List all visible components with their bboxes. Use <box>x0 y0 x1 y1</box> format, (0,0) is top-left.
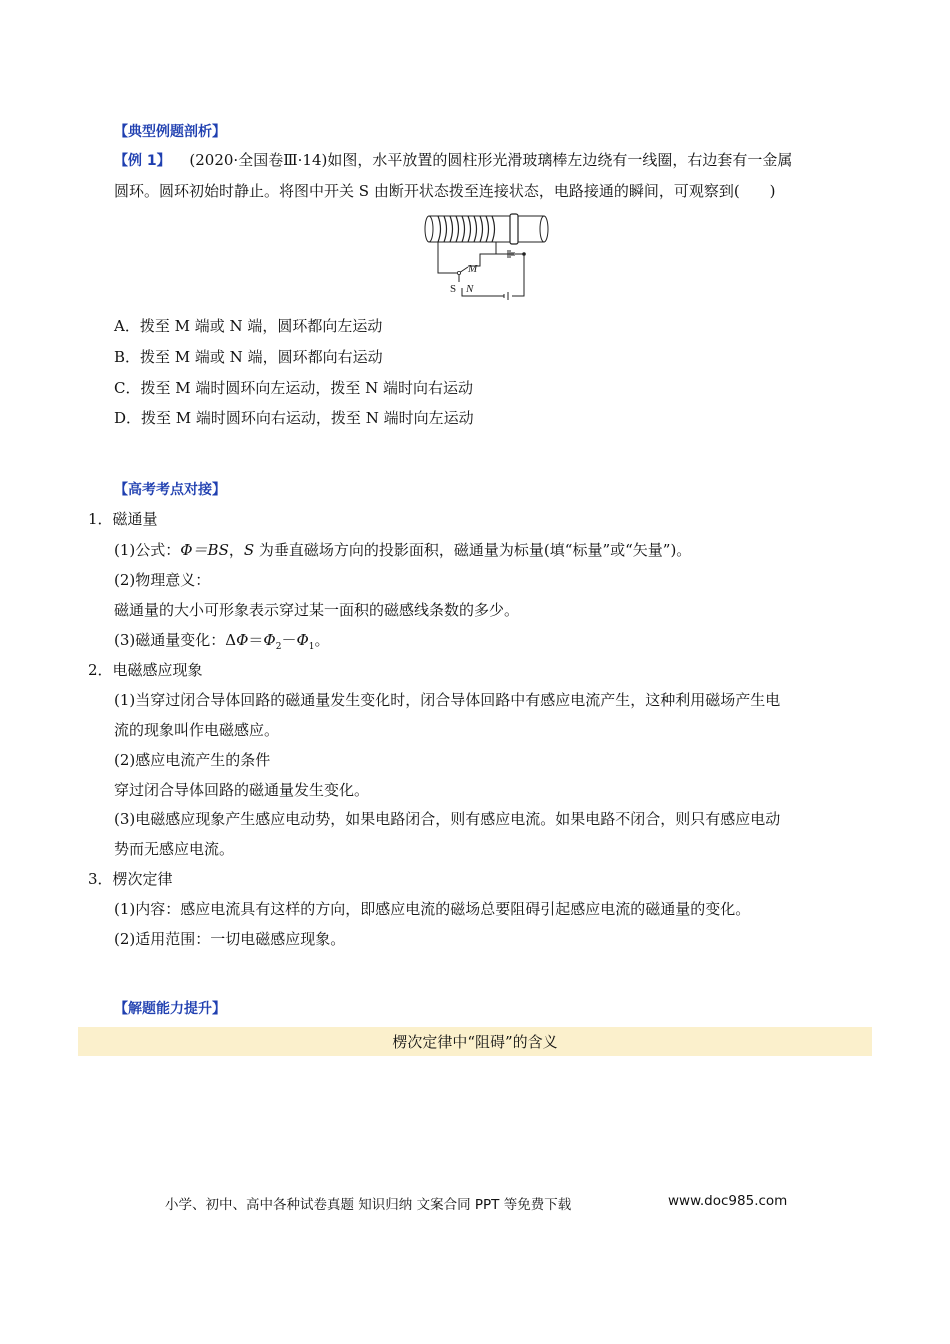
change-phi1: Φ <box>296 631 309 649</box>
knowledge-section-heading: 【高考考点对接】 <box>114 482 226 498</box>
item3-title: 3．楞次定律 <box>88 870 173 888</box>
item3-p1: (1)内容：感应电流具有这样的方向，即感应电流的磁场总要阻碍引起感应电流的磁通量的变化。 <box>114 900 751 918</box>
change-sub2: 2 <box>275 642 282 652</box>
item3-p2: (2)适用范围：一切电磁感应现象。 <box>114 930 346 948</box>
rod-right-end <box>540 216 548 242</box>
label-s: S <box>450 283 457 295</box>
rod-left-end <box>425 216 433 242</box>
question-text-line1: (2020·全国卷Ⅲ·14)如图，水平放置的圆柱形光滑玻璃棒左边绕有一线圈，右边套有一金属 <box>189 151 793 169</box>
item1-meaning-title: (2)物理意义： <box>114 571 211 589</box>
example-section-heading: 【典型例题剖析】 <box>114 124 226 140</box>
item2-p3-line1: (3)电磁感应现象产生感应电动势，如果电路闭合，则有感应电流。如果电路不闭合，则只有感应电动 <box>114 810 781 828</box>
change-end: 。 <box>314 631 330 649</box>
change-phi: Φ <box>236 631 249 649</box>
item1-meaning-text: 磁通量的大小可形象表示穿过某一面积的磁感线条数的多少。 <box>114 601 520 619</box>
metal-ring <box>510 214 518 244</box>
item2-title: 2．电磁感应现象 <box>88 661 203 679</box>
coil <box>438 216 495 242</box>
circuit-figure <box>424 212 556 300</box>
junction-dot <box>522 252 526 256</box>
label-m: M <box>468 263 478 275</box>
change-prefix: (3)磁通量变化：Δ <box>114 631 237 649</box>
formula-variable: S <box>243 541 255 559</box>
example-question-line2: 圆环。圆环初始时静止。将图中开关 S 由断开状态拨至连接状态，电路接通的瞬间，可观察到( ) <box>114 182 776 200</box>
change-minus: － <box>281 631 297 649</box>
change-phi2: Φ <box>263 631 276 649</box>
change-eq: ＝ <box>248 631 264 649</box>
example-question-line1 <box>114 150 792 171</box>
option-d: D．拨至 M 端时圆环向右运动，拨至 N 端时向左运动 <box>114 409 474 427</box>
label-n: N <box>466 283 474 295</box>
ability-section-heading: 【解题能力提升】 <box>114 1001 226 1017</box>
item2-p3-line2: 势而无感应电流。 <box>114 840 235 858</box>
formula-prefix: (1)公式： <box>114 541 181 559</box>
switch-pivot <box>457 271 460 274</box>
example-tag: 【例 1】 <box>114 153 171 169</box>
footer-text: 小学、初中、高中各种试卷真题 知识归纳 文案合同 PPT 等免费下载 <box>165 1197 572 1213</box>
topic-banner-text: 楞次定律中“阻碍”的含义 <box>392 1033 558 1051</box>
item2-p2-title: (2)感应电流产生的条件 <box>114 751 271 769</box>
change-sub1: 1 <box>308 642 315 652</box>
formula-sep: ， <box>228 541 244 559</box>
topic-banner <box>78 1027 872 1056</box>
item2-p1-line2: 流的现象叫作电磁感应。 <box>114 721 280 739</box>
footer-url[interactable]: www.doc985.com <box>668 1193 788 1209</box>
item2-p1-line1: (1)当穿过闭合导体回路的磁通量发生变化时，闭合导体回路中有感应电流产生，这种利用磁场产生电 <box>114 691 781 709</box>
item1-formula <box>114 540 691 560</box>
formula-rest: 为垂直磁场方向的投影面积，磁通量为标量(填“标量”或“矢量”)。 <box>254 541 692 559</box>
option-c: C．拨至 M 端时圆环向左运动，拨至 N 端时向右运动 <box>114 379 474 397</box>
item2-p2-text: 穿过闭合导体回路的磁通量发生变化。 <box>114 781 370 799</box>
item1-title: 1．磁通量 <box>88 510 158 528</box>
formula-expression: Φ＝BS <box>180 541 229 559</box>
option-a: A．拨至 M 端或 N 端，圆环都向左运动 <box>114 317 383 335</box>
item1-change <box>114 630 330 657</box>
option-b: B．拨至 M 端或 N 端，圆环都向右运动 <box>114 348 383 366</box>
